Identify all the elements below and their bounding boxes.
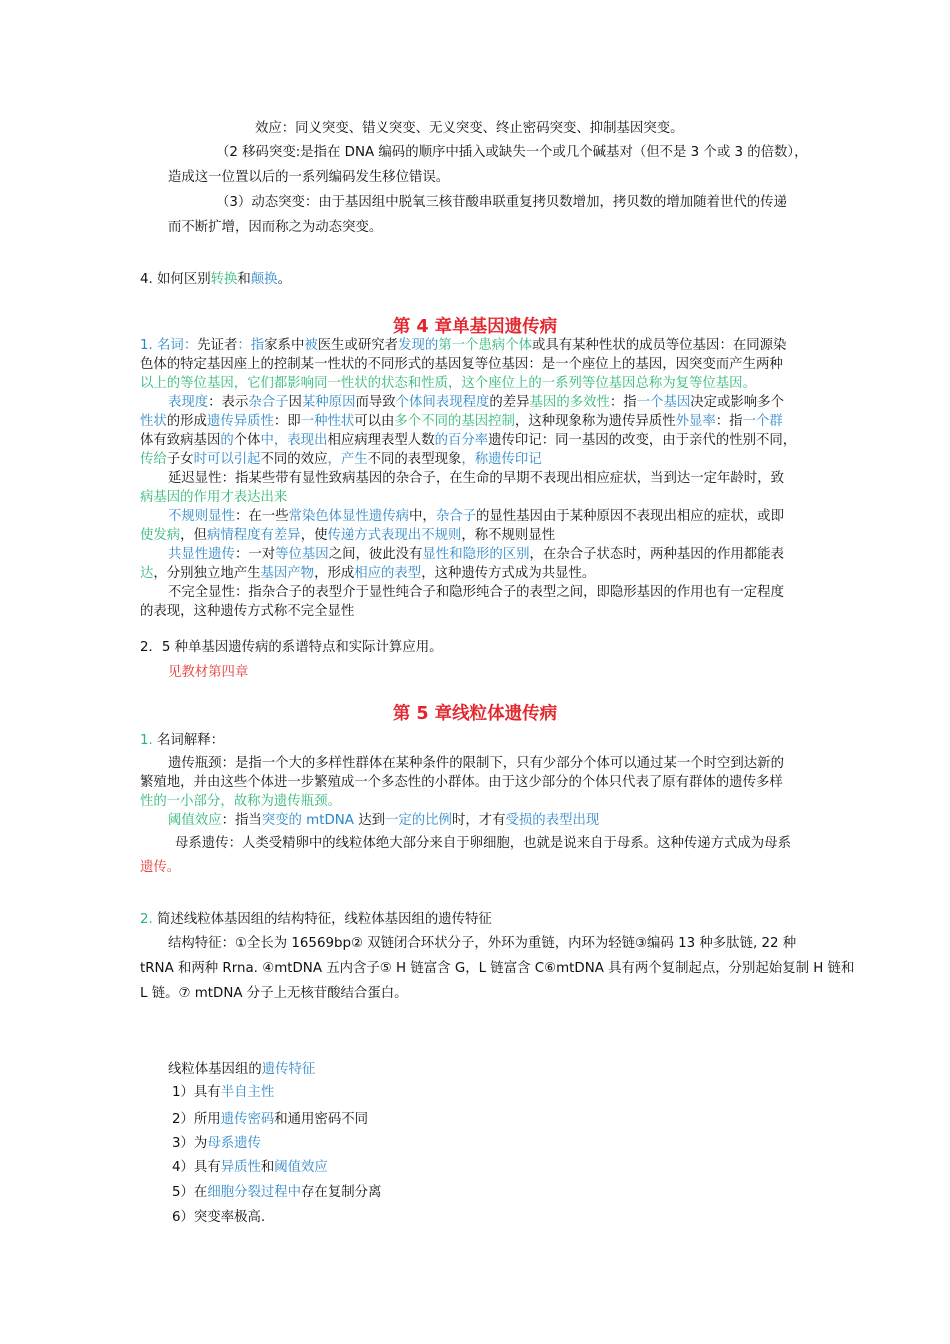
text-run: 和 (435, 585, 450, 600)
highlighted-term: 等位基因 (275, 547, 329, 562)
text-run: 状态时，两种基因的作用 (596, 547, 744, 562)
highlighted-term: 杂合子 (248, 395, 289, 410)
text-run: 效应：同义突变、错义突变、无义突变、终止密码突变、抑制基因突变。 (255, 121, 684, 136)
highlighted-term: 传给 (140, 452, 167, 467)
text-line (140, 858, 180, 877)
text-run: ：①全长为 16569bp② 双链闭合环状分子，外环为重链，内环为轻链③编码 13 种多肽链, 22 种 (221, 936, 797, 951)
text-line (140, 602, 354, 621)
text-run: ，这种现象称为遗传异质性 (514, 414, 676, 429)
text-run: ：指 (715, 414, 743, 429)
highlighted-term: 表现度 (168, 395, 209, 410)
text-line (140, 355, 783, 374)
text-run: 也有一定程度 (703, 585, 784, 600)
text-run: 的形成 (166, 414, 207, 429)
chapter-heading: 第 5 章线粒体遗传病 (392, 704, 558, 724)
highlighted-term: 病基因的作用才表达出来 (140, 490, 288, 505)
text-run: 和 (274, 1112, 288, 1127)
highlighted-term: 受损的表型出现 (505, 813, 600, 828)
text-line (140, 526, 555, 545)
text-run: 医生或研究者 (317, 338, 399, 353)
highlighted-term: 见教材第四章 (168, 665, 249, 680)
text-run: 简述 (152, 912, 184, 927)
text-line (140, 792, 341, 811)
text-run: ： (228, 836, 242, 851)
highlighted-term: 异质性 (220, 1160, 261, 1175)
highlighted-term: 不规则显性 (168, 509, 235, 524)
text-run: 1）具有 (172, 1085, 221, 1100)
text-line (168, 934, 796, 953)
text-run: 突变率极高. (193, 1210, 266, 1225)
text-run: 不同的效应 (260, 452, 328, 467)
text-run: 由于 (542, 509, 570, 524)
text-line (172, 1110, 368, 1129)
text-run: 和 (237, 272, 251, 287)
text-run: 子女 (166, 452, 194, 467)
text-run: 遗传瓶颈 (168, 756, 222, 771)
text-run: 的 (715, 433, 730, 448)
text-line (172, 1134, 261, 1153)
highlighted-term: 某种原因 (301, 395, 356, 410)
highlighted-term: 母系遗传 (207, 1136, 261, 1151)
text-run: 同源染 (746, 338, 787, 353)
text-run: 显性致病基因的杂合子 (301, 471, 436, 486)
text-line (168, 168, 449, 187)
text-run: 即 (770, 509, 784, 524)
text-run: 2．5 种单基因遗传病的系谱特点和实际计算应用。 (140, 640, 443, 655)
highlighted-term: 2. (140, 912, 153, 927)
highlighted-term: 阈值效应 (274, 1160, 328, 1175)
text-run: ：一对 (234, 547, 276, 562)
text-line (168, 507, 784, 526)
text-line (140, 731, 224, 750)
highlighted-term: 阈值效应 (168, 813, 222, 828)
text-run: ，这种遗传方式成为共显性。 (421, 566, 596, 581)
text-run: 延迟显性 (168, 471, 222, 486)
text-run: 5）在 (172, 1185, 208, 1200)
text-run: ，在 (435, 471, 463, 486)
highlighted-term: 一种性状 (300, 414, 355, 429)
text-run: 显性纯合子 (368, 585, 436, 600)
text-run: ，在 (529, 547, 557, 562)
text-run: ：由于基因组中脱氧三核苷酸串联重复拷贝数增加，拷贝数的增加随着世代的传递 (304, 195, 787, 210)
text-line (168, 663, 248, 682)
highlighted-term: 达 (140, 566, 154, 581)
text-run: ：指 (609, 395, 637, 410)
text-run: ：指当 (221, 813, 262, 828)
text-run: 来自于母系 (576, 836, 644, 851)
highlighted-term: 性的一小部分，故称为遗传瓶颈。 (140, 794, 341, 809)
text-run: 相应病理表型人数 (327, 433, 435, 448)
text-line (168, 469, 784, 488)
text-run: ，分别独立地产生 (153, 566, 261, 581)
text-run: 和 (260, 1160, 275, 1175)
text-run: ：在一些 (234, 509, 289, 524)
text-run: 控制某一性状 (273, 357, 355, 372)
highlighted-term: 显性和隐形的区别 (422, 547, 530, 562)
text-run: 4）具有 (172, 1160, 221, 1175)
text-run: ： (541, 433, 556, 448)
highlighted-term: 细胞分裂过程中 (207, 1185, 302, 1200)
text-run: ：指某些带有 (221, 471, 302, 486)
text-line (216, 143, 808, 162)
text-run: ：指 (234, 585, 262, 600)
text-run: 2）所用 (172, 1112, 221, 1127)
text-run: 多个 (757, 395, 784, 410)
text-run: 等位基因 (665, 338, 720, 353)
text-line (140, 431, 796, 450)
text-run: 线粒体基因组的 (168, 1062, 262, 1077)
text-run: L 链。⑦ mtDNA 分子上无核苷酸结合蛋白。 (140, 986, 408, 1001)
highlighted-term: 1. 名词： (140, 338, 198, 353)
text-run: 名词解释： (152, 733, 224, 748)
highlighted-term: 多个不同的基因控制 (394, 414, 515, 429)
text-run: 具有某种性状 (545, 338, 626, 353)
highlighted-term: 遗传异质性 (206, 414, 274, 429)
text-run: 隐形纯合子 (449, 585, 517, 600)
text-run: 某种原因不表现出相应的症状 (569, 509, 744, 524)
text-line (140, 270, 291, 289)
text-run: 都能表 (743, 547, 784, 562)
highlighted-term: 被 (304, 338, 318, 353)
text-run: 性别 (729, 433, 756, 448)
text-run: 之间，彼此没有 (328, 547, 423, 562)
text-run: 的结构特征，线粒体基因组的遗传特征 (264, 912, 492, 927)
text-run: ：是指一个大的多样性群体在某种条件的限制下，只有少部分个体可以通过某一个时空到达新的 (221, 756, 784, 771)
text-run: 的成员 (625, 338, 666, 353)
text-run: 母系遗传 (175, 836, 229, 851)
highlighted-term: 基因产物 (260, 566, 315, 581)
text-line (172, 1158, 328, 1177)
highlighted-term: 转换 (210, 272, 238, 287)
highlighted-term: 常染色体显性遗传病 (288, 509, 410, 524)
text-run: 家系中 (264, 338, 305, 353)
text-run: ，称不规则显性 (461, 528, 556, 543)
highlighted-term: ，产生 (327, 452, 368, 467)
text-line (172, 1183, 381, 1202)
highlighted-term: 相应的表型 (354, 566, 422, 581)
text-run: 复等位基因 (461, 357, 529, 372)
highlighted-term: 遗传特征 (261, 1062, 316, 1077)
text-run: 6） (172, 1210, 194, 1225)
text-run: ：在 (719, 338, 747, 353)
text-run: 杂合子的表型 (261, 585, 343, 600)
text-run: ，但 (180, 528, 207, 543)
text-run: 不表现出相应症状，当到达 (529, 471, 691, 486)
text-line (172, 1083, 274, 1102)
highlighted-term: 遗传密码 (220, 1112, 275, 1127)
text-run: ，致 (757, 471, 784, 486)
text-line (168, 218, 382, 237)
highlighted-term: 传递方式表现出不规则 (327, 528, 462, 543)
highlighted-term: 1. (140, 733, 153, 748)
text-line (140, 374, 756, 393)
text-run: 存在 (301, 1185, 328, 1200)
highlighted-term: 时可以引起 (193, 452, 261, 467)
text-run: ，或 (743, 509, 771, 524)
text-run: 介于 (342, 585, 369, 600)
text-line (255, 119, 684, 138)
text-run: 而不断扩增，因而称之为动态突变。 (168, 220, 383, 235)
text-run: ：是一个座位上的基因，因突变而产生两种 (528, 357, 783, 372)
text-run: 通用密码 (287, 1112, 342, 1127)
highlighted-term: 一定的比例 (385, 813, 452, 828)
text-run: 的表型之间，即 (516, 585, 610, 600)
text-run: 移码突变 (242, 145, 296, 160)
text-run: 一定年龄时 (690, 471, 758, 486)
text-run: 造成这一位置以后的一系列编码发生移位错误。 (168, 170, 450, 185)
text-run: 杂合子 (556, 547, 597, 562)
text-run: 时，才有 (451, 813, 506, 828)
text-line (140, 984, 408, 1003)
highlighted-term: 的 (220, 433, 234, 448)
text-run: 不同形式的基因 (367, 357, 462, 372)
text-line (140, 773, 783, 792)
text-line (168, 545, 784, 564)
text-run: 复制分离 (327, 1185, 382, 1200)
text-line (168, 393, 784, 412)
text-run: 线粒体基因组 (183, 912, 265, 927)
text-run: 绝大部分来 (375, 836, 443, 851)
text-run: 4. 如何区别 (140, 272, 211, 287)
highlighted-term: 半自主性 (220, 1085, 275, 1100)
text-run: （2 (216, 145, 243, 160)
text-line (140, 450, 542, 469)
text-run: 不同 (341, 1112, 368, 1127)
highlighted-term: 遗传。 (140, 860, 181, 875)
text-run: 动态突变 (251, 195, 305, 210)
text-run: ：表示 (208, 395, 249, 410)
text-run: 体有致病基因 (140, 433, 221, 448)
text-run: 生命的早期 (462, 471, 530, 486)
highlighted-term: 病情程度有差异 (206, 528, 301, 543)
highlighted-term: 性状 (140, 414, 167, 429)
text-run: 。 (277, 272, 291, 287)
text-run: ：即 (273, 414, 301, 429)
highlighted-term: 一个基因 (636, 395, 691, 410)
text-line (168, 1060, 315, 1079)
text-line (168, 583, 784, 602)
text-run: 繁殖地，并由这些个体进一步繁殖成一个多态性的小群体。由于这少部分的个体只代表了原有群体的遗传多样 (140, 775, 783, 790)
text-line (140, 638, 443, 657)
text-run: 亲代 (689, 433, 716, 448)
text-run: 不完全显性 (168, 585, 235, 600)
text-run: （3） (216, 195, 252, 210)
text-run: 3）为 (172, 1136, 208, 1151)
text-run: 。这种传递方式成为母系 (643, 836, 791, 851)
highlighted-term: 颠换 (250, 272, 278, 287)
text-line (216, 193, 787, 212)
text-line (140, 488, 287, 507)
text-run: 的 (354, 357, 368, 372)
text-run: 特定基因座 (180, 357, 248, 372)
text-run: ，形成 (314, 566, 355, 581)
text-run: 可以由 (354, 414, 395, 429)
highlighted-term: 使发病 (140, 528, 181, 543)
highlighted-term: 外显率 (675, 414, 716, 429)
text-run: 同一基因 (555, 433, 609, 448)
text-run: ，也就是说 (509, 836, 577, 851)
text-run: 的差异 (489, 395, 530, 410)
highlighted-term: 第一个患病个体 (438, 338, 532, 353)
text-run: 不同， (755, 433, 797, 448)
highlighted-term: 中，表现出 (260, 433, 328, 448)
highlighted-term: ：指 (237, 338, 265, 353)
text-run: :是指在 DNA 编码的顺序中插入或缺失一个或几个碱基对（但不是 3 个或 3 的倍数）， (295, 145, 808, 160)
text-run: 的 (166, 357, 181, 372)
text-run: 达到 (353, 813, 385, 828)
text-run: 自于卵细胞 (442, 836, 510, 851)
text-run: 的 (475, 509, 490, 524)
highlighted-term: ，称遗传印记 (461, 452, 542, 467)
text-line (140, 412, 783, 431)
highlighted-term: 个体间表现程度 (395, 395, 490, 410)
text-run: 而导致 (355, 395, 396, 410)
highlighted-term: 共显性遗传 (168, 547, 235, 562)
text-line (172, 1208, 265, 1227)
text-line (175, 834, 791, 853)
text-run: 决定或影响 (690, 395, 758, 410)
text-run: 色体 (140, 357, 167, 372)
text-run: 结构特征 (168, 936, 222, 951)
text-line (140, 959, 854, 978)
text-run: 个体 (233, 433, 261, 448)
text-line (140, 336, 786, 355)
text-run: 不同的表型现象 (367, 452, 462, 467)
text-run: 隐形基因的作用 (609, 585, 704, 600)
highlighted-term: 基因的多效性 (529, 395, 610, 410)
text-run: 或 (531, 338, 546, 353)
text-run: 中， (409, 509, 436, 524)
highlighted-term: 发现的 (398, 338, 439, 353)
highlighted-term: 以上的等位基因，它们都影响同一性状的状态和性质，这个座位上的一系列等位基因总称为复等位基因。 (140, 376, 756, 391)
text-run: tRNA 和两种 Rrna. ④mtDNA 五内含子⑤ H 链富含 G，L 链富含 C⑥mtDNA 具有两个复制起点，分别起始复制 H 链和 (140, 961, 855, 976)
text-run: 显性基因 (489, 509, 543, 524)
text-line (168, 811, 599, 830)
text-run: 遗传印记 (488, 433, 542, 448)
text-run: ，使 (300, 528, 328, 543)
text-line (168, 754, 784, 773)
text-run: 的改变，由于 (608, 433, 690, 448)
highlighted-term: 一个群 (742, 414, 783, 429)
text-run: 因 (288, 395, 302, 410)
text-run: 的表现，这种遗传方式称不完全显性 (140, 604, 355, 619)
highlighted-term: 杂合子 (435, 509, 476, 524)
text-run: 人类受精卵中的线粒体 (241, 836, 376, 851)
text-run: 先证者 (197, 338, 238, 353)
text-line (140, 910, 492, 929)
highlighted-term: 突变的 mtDNA (261, 813, 354, 828)
chapter-heading: 第 4 章单基因遗传病 (392, 317, 558, 337)
text-run: 上的 (247, 357, 274, 372)
highlighted-term: 的百分率 (434, 433, 489, 448)
text-line (140, 564, 595, 583)
